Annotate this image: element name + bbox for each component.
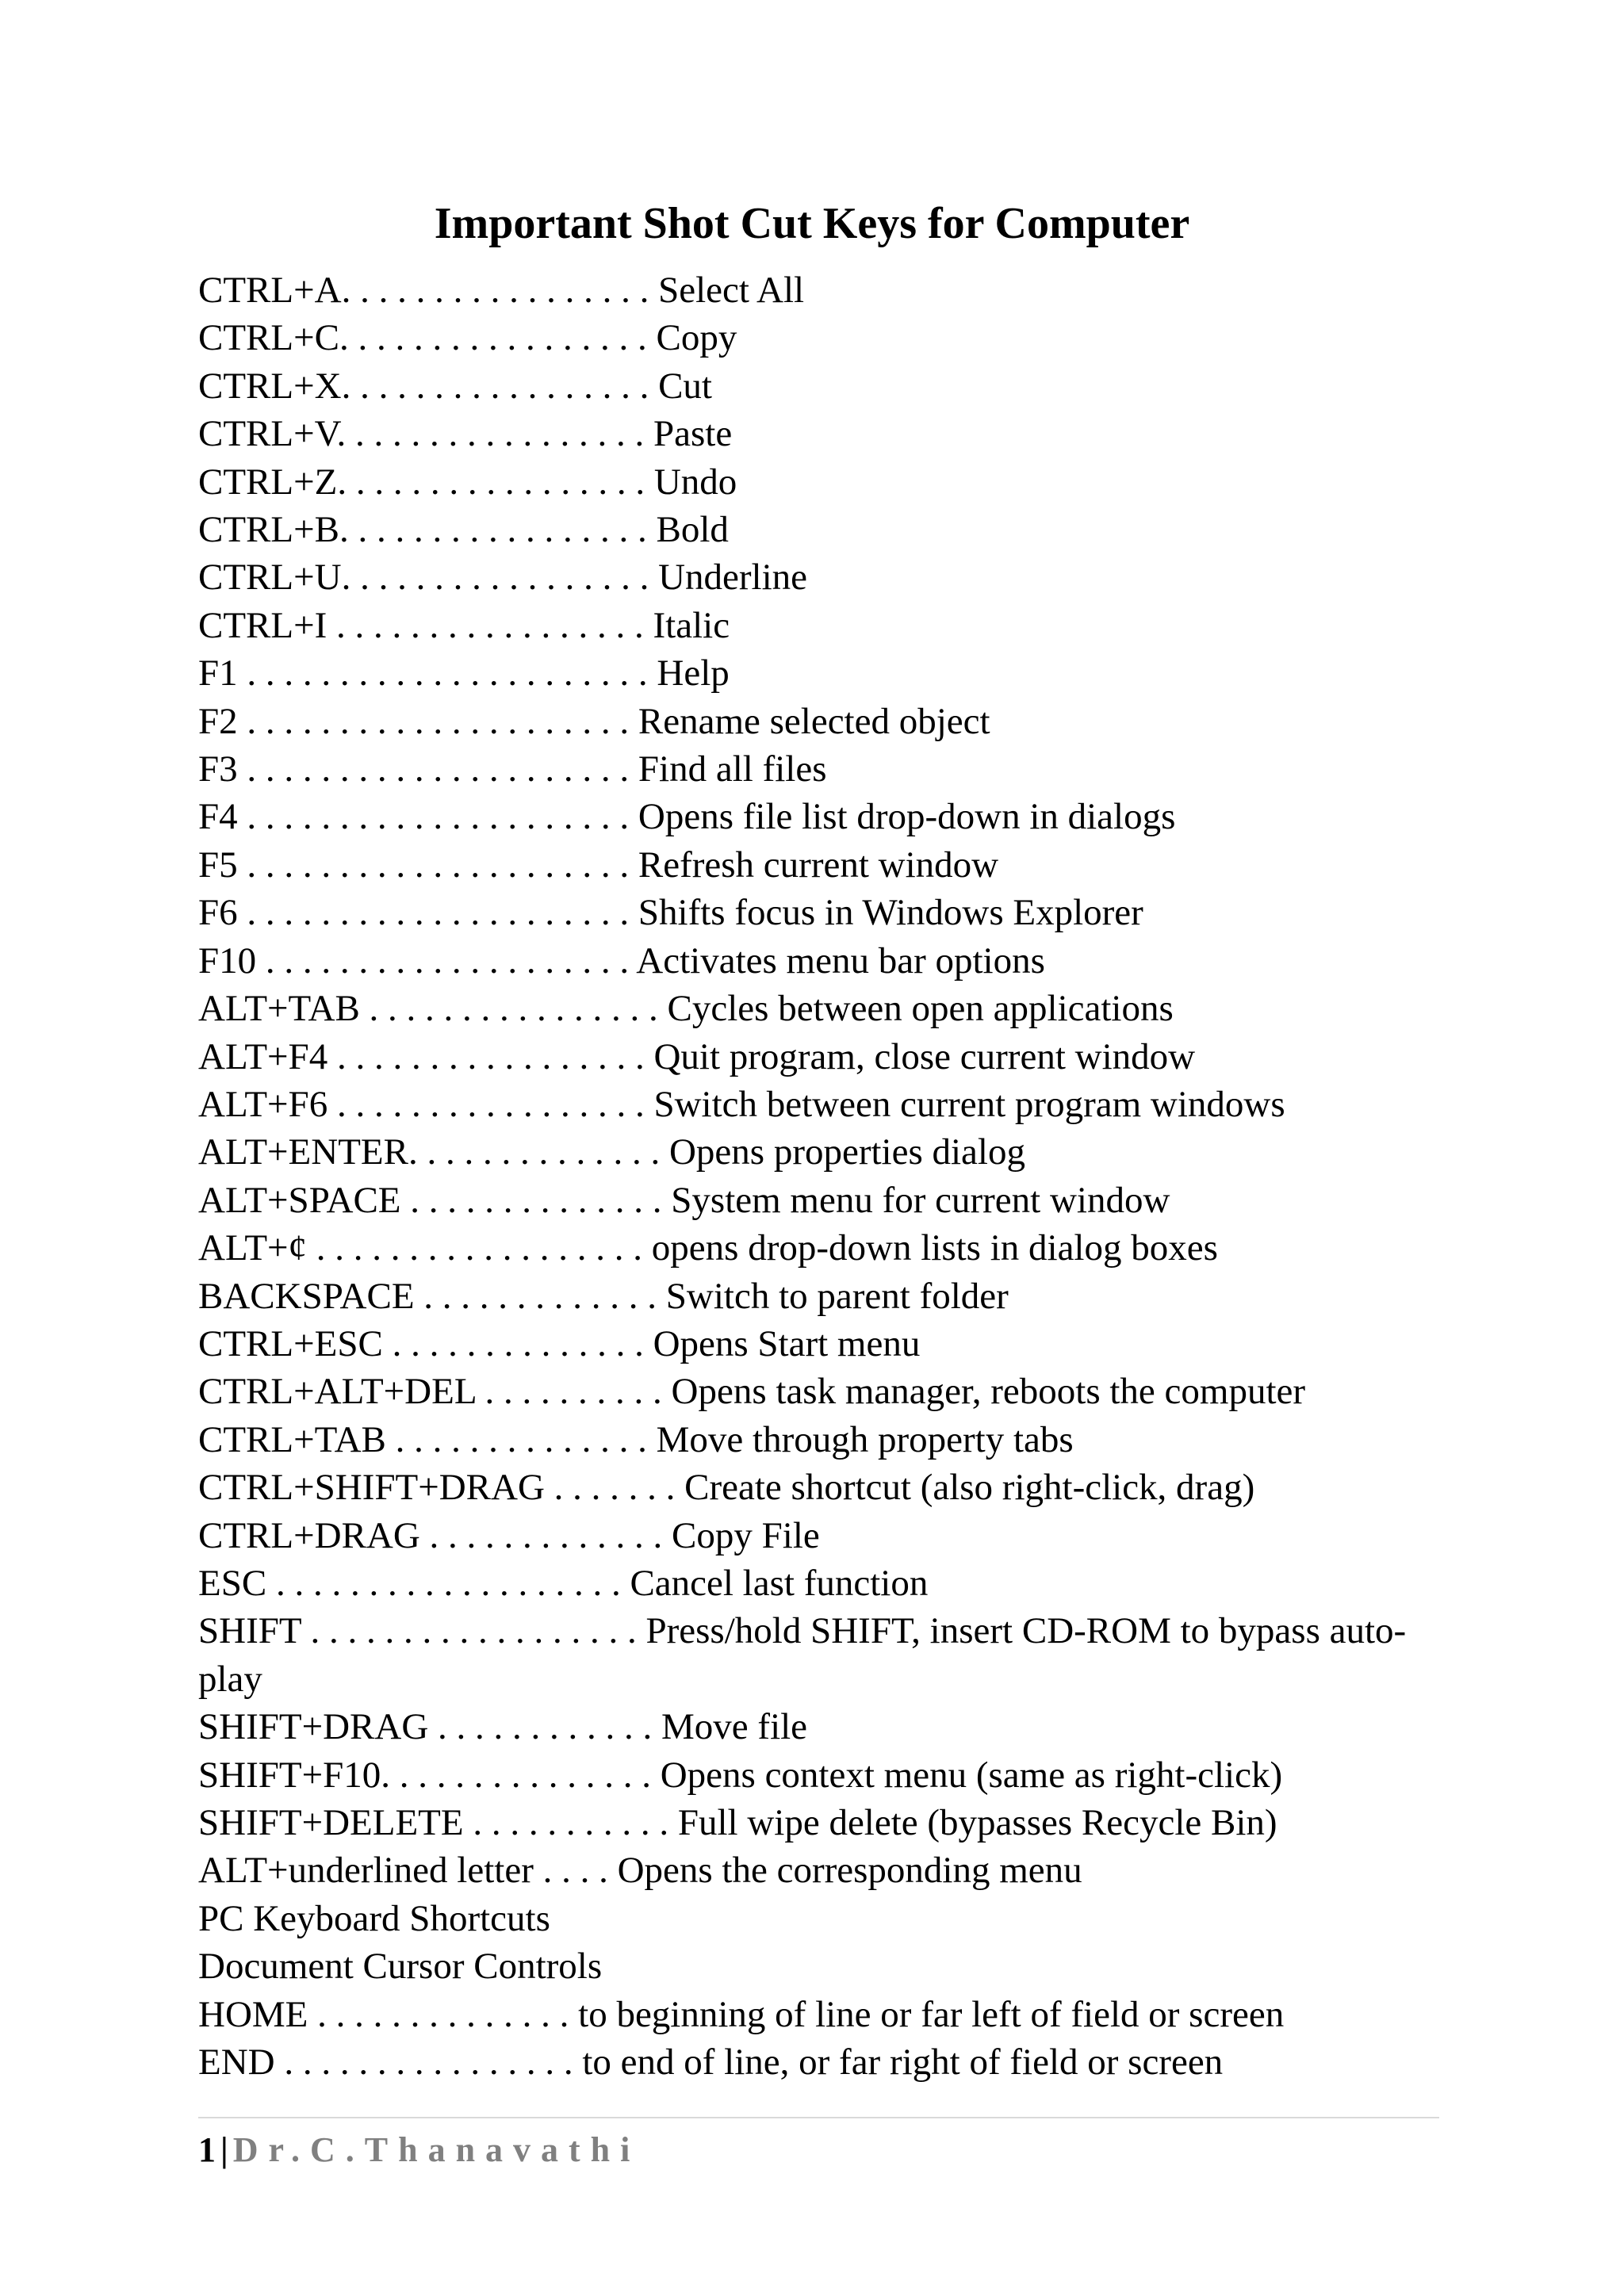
shortcut-line: ESC . . . . . . . . . . . . . . . . . . . Cancel last function (198, 1562, 929, 1604)
page-footer (198, 2117, 1439, 2174)
shortcut-line: CTRL+ESC . . . . . . . . . . . . . . Opens Start menu (198, 1322, 921, 1364)
shortcut-line: ALT+TAB . . . . . . . . . . . . . . . . Cycles between open applications (198, 988, 1174, 1030)
shortcut-line: CTRL+TAB . . . . . . . . . . . . . . Move through property tabs (198, 1418, 1074, 1460)
shortcut-line: F10 . . . . . . . . . . . . . . . . . . . . Activates menu bar options (198, 939, 1045, 982)
shortcut-line: CTRL+C. . . . . . . . . . . . . . . . . Copy (198, 317, 737, 359)
shortcut-line: ALT+F4 . . . . . . . . . . . . . . . . . Quit program, close current window (198, 1035, 1196, 1077)
shortcut-line: CTRL+I . . . . . . . . . . . . . . . . . Italic (198, 604, 730, 646)
shortcut-list (198, 266, 1451, 2086)
shortcut-line: ALT+underlined letter . . . . Opens the corresponding menu (198, 1850, 1082, 1892)
shortcut-line: F3 . . . . . . . . . . . . . . . . . . . . . Find all files (198, 748, 827, 790)
shortcut-line: ALT+ENTER. . . . . . . . . . . . . . Opens properties dialog (198, 1131, 1025, 1173)
shortcut-line: CTRL+B. . . . . . . . . . . . . . . . . Bold (198, 509, 729, 551)
shortcut-line: CTRL+U. . . . . . . . . . . . . . . . . Underline (198, 557, 807, 599)
shortcut-line: END . . . . . . . . . . . . . . . . to end of line, or far right of field or screen (198, 2042, 1224, 2084)
shortcut-line: SHIFT+F10. . . . . . . . . . . . . . . Opens context menu (same as right-click) (198, 1754, 1283, 1796)
shortcut-line: ALT+SPACE . . . . . . . . . . . . . . System menu for current window (198, 1179, 1170, 1221)
shortcut-line: CTRL+ALT+DEL . . . . . . . . . . Opens task manager, reboots the computer (198, 1371, 1306, 1413)
shortcut-line: CTRL+A. . . . . . . . . . . . . . . . . Select All (198, 270, 805, 311)
shortcut-line: ALT+¢ . . . . . . . . . . . . . . . . . . opens drop-down lists in dialog boxes (198, 1227, 1218, 1269)
shortcut-line: CTRL+DRAG . . . . . . . . . . . . . Copy File (198, 1514, 820, 1556)
shortcut-line: F5 . . . . . . . . . . . . . . . . . . . . . Refresh current window (198, 844, 999, 886)
shortcut-line: SHIFT+DELETE . . . . . . . . . . . Full wipe delete (bypasses Recycle Bin) (198, 1802, 1277, 1843)
shortcut-line: CTRL+SHIFT+DRAG . . . . . . . Create shortcut (also right-click, drag) (198, 1467, 1255, 1509)
page-number: 1 (198, 2130, 216, 2169)
shortcut-line: CTRL+Z. . . . . . . . . . . . . . . . . Undo (198, 461, 737, 503)
section-heading: Document Cursor Controls (198, 1946, 603, 1988)
footer-author: Dr.C.Thanavathi (232, 2130, 641, 2169)
shortcut-line: CTRL+V. . . . . . . . . . . . . . . . . Paste (198, 413, 733, 455)
shortcut-line: F4 . . . . . . . . . . . . . . . . . . . . . Opens file list drop-down in dialogs (198, 796, 1176, 838)
shortcut-line: F1 . . . . . . . . . . . . . . . . . . . . . . Help (198, 652, 730, 695)
shortcut-line: HOME . . . . . . . . . . . . . . to beginning of line or far left of field or screen (198, 1993, 1285, 2035)
shortcut-line: F2 . . . . . . . . . . . . . . . . . . . . . Rename selected object (198, 700, 990, 742)
footer-separator: | (220, 2130, 228, 2169)
shortcut-line: SHIFT+DRAG . . . . . . . . . . . . Move file (198, 1706, 808, 1748)
shortcut-line: BACKSPACE . . . . . . . . . . . . . Switch to parent folder (198, 1275, 1009, 1317)
shortcut-line: CTRL+X. . . . . . . . . . . . . . . . . Cut (198, 365, 712, 407)
shortcut-line: F6 . . . . . . . . . . . . . . . . . . . . . Shifts focus in Windows Explorer (198, 892, 1143, 934)
section-heading: PC Keyboard Shortcuts (198, 1897, 550, 1939)
shortcut-line: SHIFT . . . . . . . . . . . . . . . . . . Press/hold SHIFT, insert CD-ROM to bypass auto-play (198, 1610, 1407, 1700)
shortcut-line: ALT+F6 . . . . . . . . . . . . . . . . . Switch between current program windows (198, 1083, 1285, 1125)
page-title: Important Shot Cut Keys for Computer (434, 199, 1190, 248)
